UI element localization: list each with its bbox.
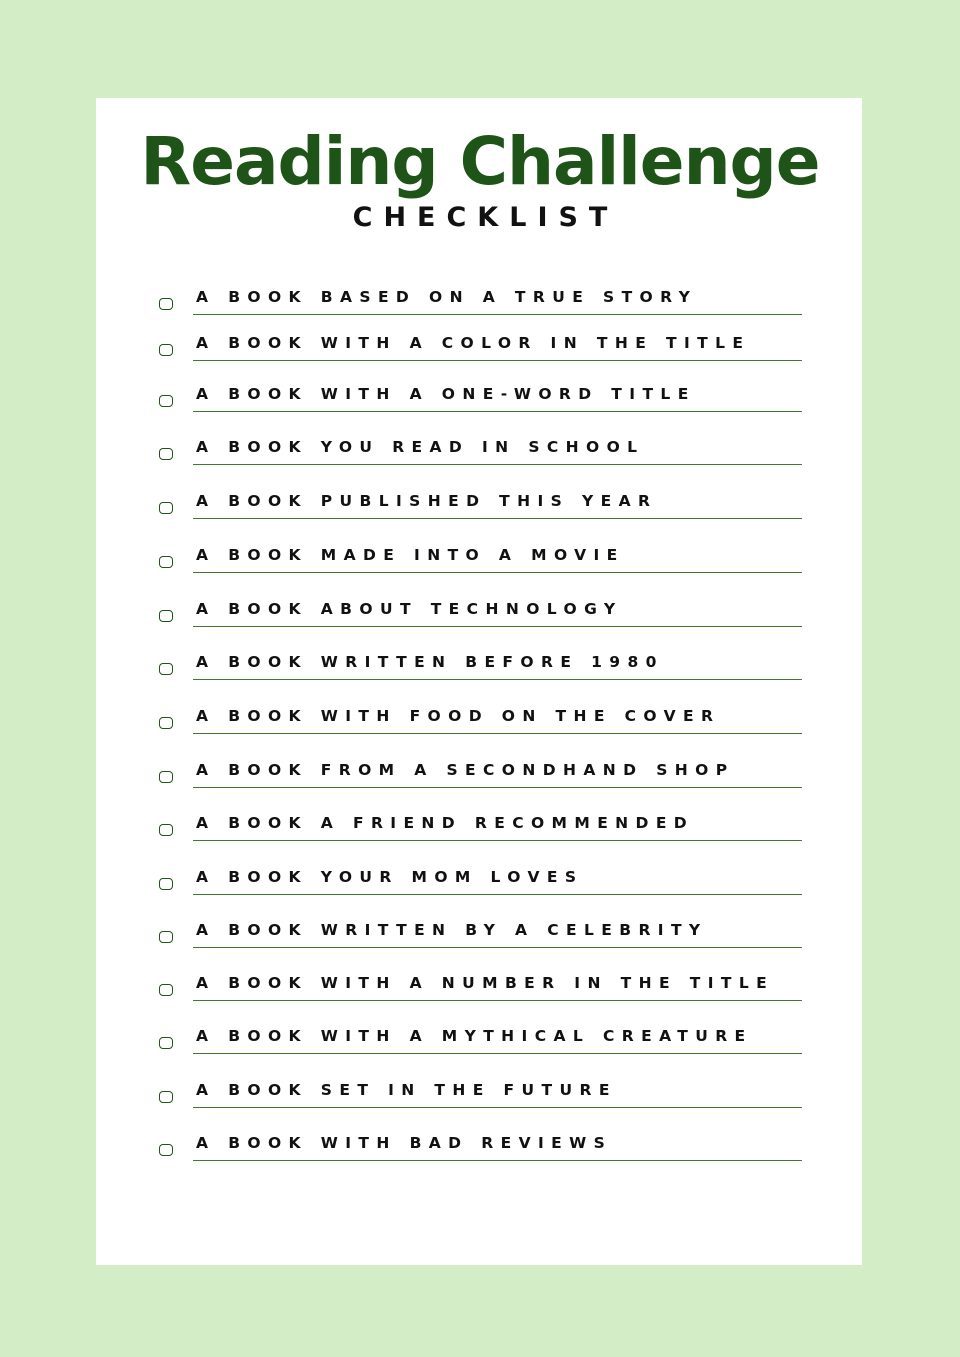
checkbox[interactable] <box>159 878 173 890</box>
checklist-item <box>0 385 960 412</box>
checkbox[interactable] <box>159 824 173 836</box>
checklist-item-label: A BOOK ABOUT TECHNOLOGY <box>196 600 623 618</box>
checkbox[interactable] <box>159 1091 173 1103</box>
checklist-item <box>0 707 960 734</box>
checklist-item <box>0 653 960 680</box>
checklist-item-label: A BOOK FROM A SECONDHAND SHOP <box>196 761 735 779</box>
checklist-item-label: A BOOK YOU READ IN SCHOOL <box>196 438 645 456</box>
checklist-item-label: A BOOK YOUR MOM LOVES <box>196 868 584 886</box>
checklist-item-label: A BOOK WITH FOOD ON THE COVER <box>196 707 721 725</box>
checklist-item-label: A BOOK WITH A MYTHICAL CREATURE <box>196 1027 753 1045</box>
writing-line <box>193 787 802 788</box>
checklist-item <box>0 334 960 361</box>
writing-line <box>193 1160 802 1161</box>
checklist-item <box>0 814 960 841</box>
writing-line <box>193 626 802 627</box>
checklist-item <box>0 761 960 788</box>
checkbox[interactable] <box>159 395 173 407</box>
checklist-item-label: A BOOK WRITTEN BEFORE 1980 <box>196 653 664 671</box>
checkbox[interactable] <box>159 448 173 460</box>
checklist-item <box>0 1134 960 1161</box>
checkbox[interactable] <box>159 1144 173 1156</box>
page-title: Reading Challenge <box>140 123 820 200</box>
writing-line <box>193 1053 802 1054</box>
checklist-item <box>0 288 960 315</box>
checklist-item <box>0 600 960 627</box>
writing-line <box>193 464 802 465</box>
writing-line <box>193 1000 802 1001</box>
page-subtitle: CHECKLIST <box>352 202 619 233</box>
checkbox[interactable] <box>159 1037 173 1049</box>
checkbox[interactable] <box>159 984 173 996</box>
checkbox[interactable] <box>159 298 173 310</box>
checkbox[interactable] <box>159 663 173 675</box>
checkbox[interactable] <box>159 771 173 783</box>
writing-line <box>193 947 802 948</box>
checkbox[interactable] <box>159 610 173 622</box>
checklist-item <box>0 546 960 573</box>
checklist-item-label: A BOOK WRITTEN BY A CELEBRITY <box>196 921 708 939</box>
checklist-item-label: A BOOK WITH BAD REVIEWS <box>196 1134 613 1152</box>
checklist-item-label: A BOOK A FRIEND RECOMMENDED <box>196 814 695 832</box>
checklist-item <box>0 1081 960 1108</box>
writing-line <box>193 518 802 519</box>
writing-line <box>193 733 802 734</box>
writing-line <box>193 1107 802 1108</box>
checklist-item-label: A BOOK WITH A NUMBER IN THE TITLE <box>196 974 775 992</box>
writing-line <box>193 411 802 412</box>
writing-line <box>193 894 802 895</box>
writing-line <box>193 572 802 573</box>
checklist-item-label: A BOOK BASED ON A TRUE STORY <box>196 288 698 306</box>
checklist-item <box>0 868 960 895</box>
checkbox[interactable] <box>159 344 173 356</box>
writing-line <box>193 314 802 315</box>
checkbox[interactable] <box>159 502 173 514</box>
writing-line <box>193 679 802 680</box>
checkbox[interactable] <box>159 556 173 568</box>
checklist-item-label: A BOOK SET IN THE FUTURE <box>196 1081 617 1099</box>
checklist-item-label: A BOOK MADE INTO A MOVIE <box>196 546 625 564</box>
checkbox[interactable] <box>159 717 173 729</box>
checklist-item-label: A BOOK PUBLISHED THIS YEAR <box>196 492 658 510</box>
checkbox[interactable] <box>159 931 173 943</box>
checklist-item <box>0 492 960 519</box>
writing-line <box>193 840 802 841</box>
checklist-item <box>0 438 960 465</box>
writing-line <box>193 360 802 361</box>
checklist-item <box>0 1027 960 1054</box>
checklist-item <box>0 921 960 948</box>
checklist-item <box>0 974 960 1001</box>
checklist-item-label: A BOOK WITH A ONE-WORD TITLE <box>196 385 696 403</box>
checklist-item-label: A BOOK WITH A COLOR IN THE TITLE <box>196 334 751 352</box>
